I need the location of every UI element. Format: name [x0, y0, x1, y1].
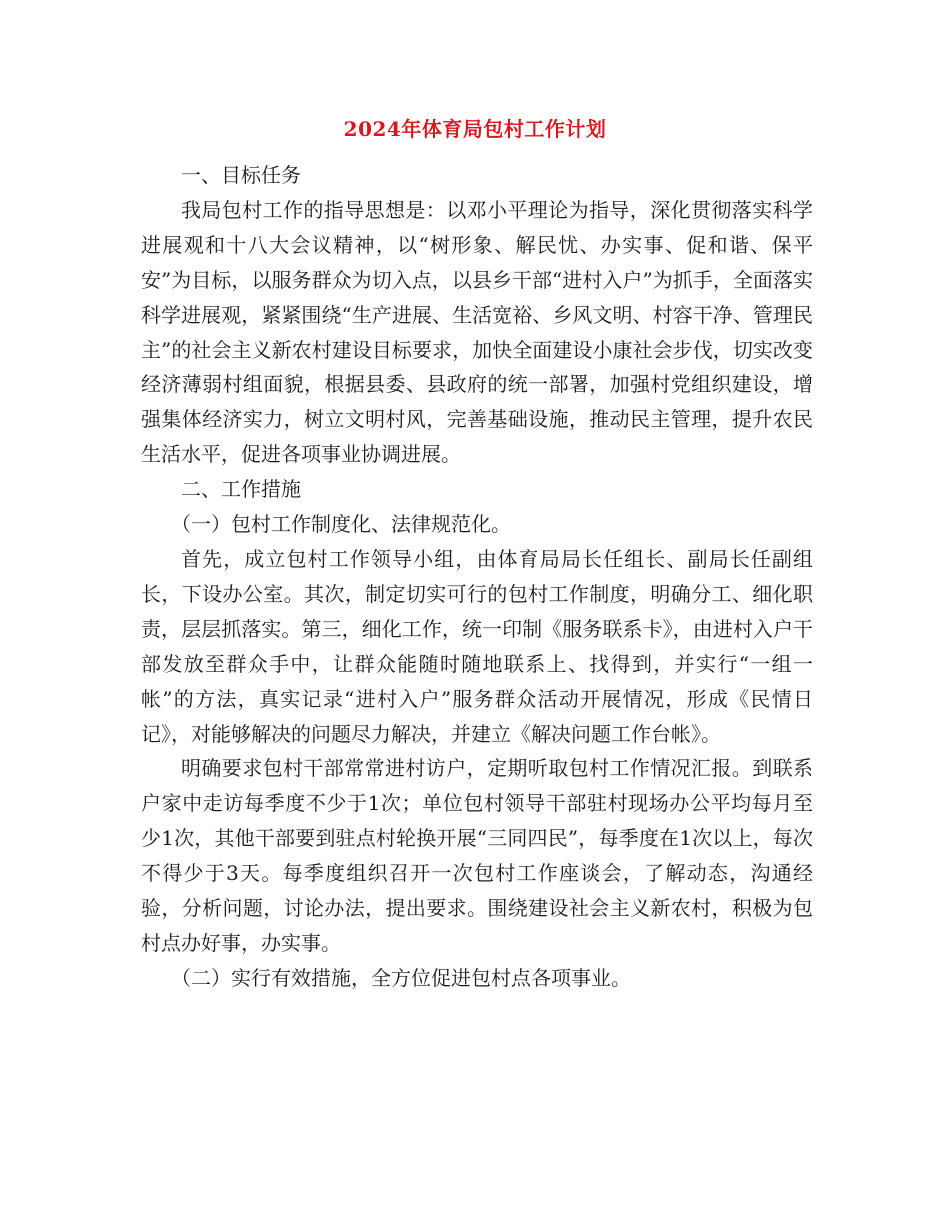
section-heading-measures: 二、工作措施 [181, 477, 301, 502]
document-body [141, 158, 813, 996]
paragraph-village-visits: 明确要求包村干部常常进村访户，定期听取包村工作情况汇报。到联系户家中走访每季度不少于1次；单位包村领导干部驻村现场办公平均每月至少1次，其他干部要到驻点村轮换开展“三同四民”，每季度在1次以上，每次不得少于3天。每季度组织召开一次包村工作座谈会，了解动态，沟通经验，分析问题，讨论办法，提出要求。围绕建设社会主义新农村，积极为包村点办好事，办实事。 [141, 756, 813, 955]
subheading-institutionalization: （一）包村工作制度化、法律规范化。 [171, 512, 511, 537]
section-heading-goals: 一、目标任务 [181, 163, 301, 187]
document-title: 2024年体育局包村工作计划 [343, 117, 607, 141]
subheading-effective-measures: （二）实行有效措施，全方位促进包村点各项事业。 [171, 965, 631, 990]
paragraph-leadership-group: 首先，成立包村工作领导小组，由体育局局长任组长、副局长任副组长，下设办公室。其次，制定切实可行的包村工作制度，明确分工、细化职责，层层抓落实。第三，细化工作，统一印制《服务联系卡》，由进村入户干部发放至群众手中，让群众能随时随地联系上、找得到，并实行“一组一帐”的方法，真实记录“进村入户”服务群众活动开展情况，形成《民情日记》，对能够解决的问题尽力解决，并建立《解决问题工作台帐》。 [141, 546, 813, 746]
paragraph-guiding-idea: 我局包村工作的指导思想是：以邓小平理论为指导，深化贯彻落实科学进展观和十八大会议精神，以“树形象、解民忧、办实事、促和谐、保平安”为目标，以服务群众为切入点，以县乡干部“进村入户”为抓手，全面落实科学进展观，紧紧围绕“生产进展、生活宽裕、乡风文明、村容干净、管理民主”的社会主义新农村建设目标要求，加快全面建设小康社会步伐，切实改变经济薄弱村组面貌，根据县委、县政府的统一部署，加强村党组织建设，增强集体经济实力，树立文明村风，完善基础设施，推动民主管理，提升农民生活水平，促进各项事业协调进展。 [141, 197, 813, 467]
